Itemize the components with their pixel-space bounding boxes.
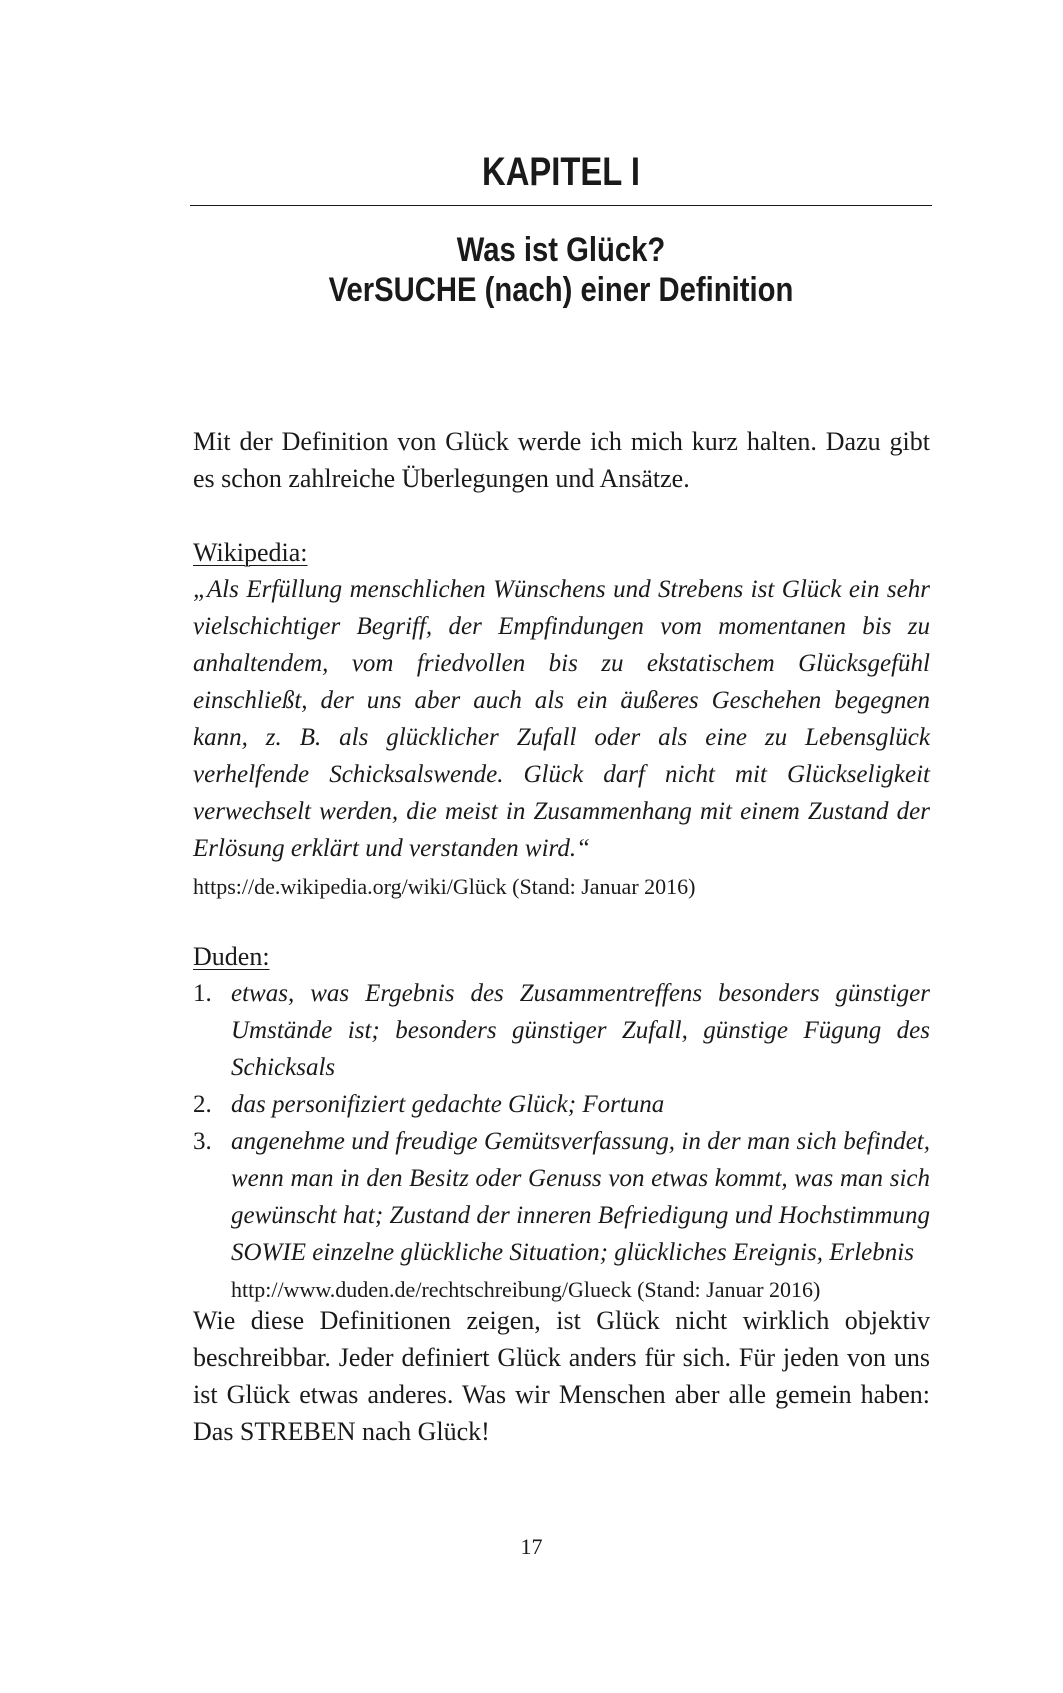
wikipedia-source: https://de.wikipedia.org/wiki/Glück (Stand: Januar 2016) <box>193 874 696 899</box>
duden-source: http://www.duden.de/rechtschreibung/Glueck (Stand: Januar 2016) <box>231 1277 821 1302</box>
list-item-text: etwas, was Ergebnis des Zusammentreffens besonders günstiger Umstände ist; besonders günstiger Zufall, günstige Fügung des Schicksals <box>231 980 930 1081</box>
wikipedia-quote: „Als Erfüllung menschlichen Wünschens und Strebens ist Glück ein sehr vielschichtiger Begriff, der Empfindungen vom momentanen bis zu anhaltendem, vom friedvollen bis zu ekstatischem Glücksgefühl einschließt, der uns aber auch als ein äußeres Geschehen begegnen kann, z. B. als glücklicher Zufall oder als eine zu Lebensglück verhelfende Schicksalswende. Glück darf nicht mit Glückseligkeit verwechselt werden, die meist in Zusammenhang mit einem Zustand der Erlösung erklärt und verstanden wird.“ <box>193 576 930 862</box>
list-item-text: das personifiziert gedachte Glück; Fortuna <box>231 1091 665 1118</box>
wikipedia-section <box>193 534 930 905</box>
chapter-heading: KAPITEL I <box>482 150 640 194</box>
duden-label: Duden: <box>193 942 270 971</box>
list-item-number: 1. <box>193 980 212 1007</box>
chapter-title <box>242 230 880 310</box>
list-item-text: angenehme und freudige Gemütsverfassung, in der man sich befindet, wenn man in den Besitz oder Genuss von etwas kommt, was man sich gewünscht hat; Zustand der inneren Befriedigung und Hochstimmung SOWIE einzelne glückliche Situation; glückliches Ereignis, Erlebnis <box>231 1128 930 1266</box>
list-item <box>193 1086 930 1123</box>
chapter-divider <box>190 205 932 206</box>
duden-section <box>193 938 930 1309</box>
list-item-number: 3. <box>193 1128 212 1155</box>
list-item-number: 2. <box>193 1091 212 1118</box>
chapter-title-line-2: VerSUCHE (nach) einer Definition <box>328 271 794 309</box>
list-item <box>193 1123 930 1271</box>
page-number: 17 <box>520 1534 543 1559</box>
wikipedia-label: Wikipedia: <box>193 538 308 567</box>
list-item <box>193 975 930 1086</box>
conclusion-paragraph: Wie diese Definitionen zeigen, ist Glück nicht wirklich objektiv beschreibbar. Jeder definiert Glück anders für sich. Für jeden von uns ist Glück etwas anderes. Was wir Menschen aber alle gemein haben: Das STREBEN nach Glück! <box>193 1306 930 1446</box>
chapter-title-line-1: Was ist Glück? <box>456 231 666 269</box>
duden-definition-list <box>193 975 930 1271</box>
intro-paragraph: Mit der Definition von Glück werde ich mich kurz halten. Dazu gibt es schon zahlreiche Überlegungen und Ansätze. <box>193 427 930 493</box>
